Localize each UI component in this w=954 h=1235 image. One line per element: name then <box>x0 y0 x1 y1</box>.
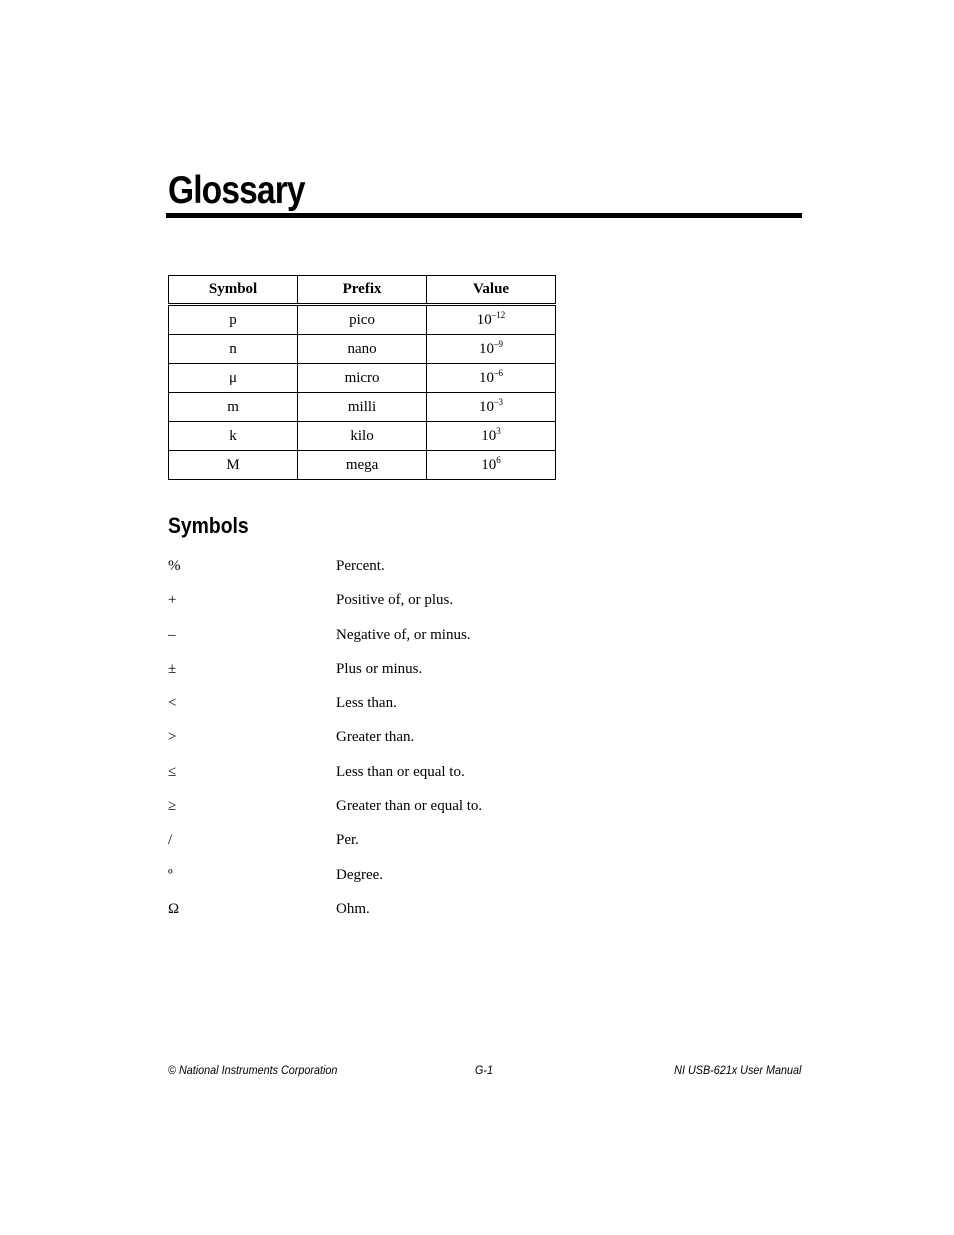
symbol-entry <box>168 659 668 693</box>
table-row <box>169 305 556 335</box>
value-base: 10 <box>476 311 492 328</box>
cell-value <box>427 393 556 422</box>
table-header-row <box>169 276 556 305</box>
cell-symbol: n <box>169 335 298 364</box>
footer-manual-title: NI USB-621x User Manual <box>673 1063 801 1077</box>
symbol-entry <box>168 727 668 761</box>
symbol-term: % <box>168 558 181 574</box>
cell-prefix: micro <box>298 364 427 393</box>
symbol-entry <box>168 899 668 933</box>
symbols-list <box>168 556 668 933</box>
value-exponent: 6 <box>496 454 501 465</box>
cell-value <box>427 422 556 451</box>
cell-prefix: pico <box>298 305 427 335</box>
value-base: 10 <box>481 456 497 473</box>
symbol-definition: Greater than. <box>336 729 415 746</box>
symbol-definition: Per. <box>336 832 359 849</box>
symbol-entry <box>168 762 668 796</box>
column-header-symbol: Symbol <box>169 276 298 305</box>
symbol-term: Ω <box>168 900 180 917</box>
symbol-term: – <box>168 626 176 643</box>
table-row <box>169 422 556 451</box>
symbol-definition: Ohm. <box>336 900 370 917</box>
cell-prefix: mega <box>298 451 427 480</box>
column-header-prefix: Prefix <box>298 276 427 305</box>
symbol-term: > <box>168 729 177 746</box>
prefix-table <box>168 275 556 480</box>
cell-symbol: m <box>169 393 298 422</box>
symbol-term: º <box>168 866 173 883</box>
cell-symbol: μ <box>169 364 298 393</box>
value-exponent: –6 <box>494 367 504 378</box>
symbol-definition: Positive of, or plus. <box>336 592 454 609</box>
symbol-term: < <box>168 695 177 712</box>
symbol-definition: Degree. <box>336 866 384 883</box>
table-row <box>169 451 556 480</box>
value-exponent: –3 <box>494 396 504 407</box>
symbol-entry <box>168 830 668 864</box>
symbol-definition: Plus or minus. <box>336 660 423 677</box>
table-row <box>169 335 556 364</box>
symbol-term: / <box>168 832 173 849</box>
symbol-entry <box>168 625 668 659</box>
cell-symbol: M <box>169 451 298 480</box>
cell-prefix: kilo <box>298 422 427 451</box>
symbol-definition: Less than. <box>336 695 397 712</box>
title-rule <box>166 213 802 218</box>
value-base: 10 <box>479 340 495 357</box>
cell-value <box>427 305 556 335</box>
table-row <box>169 364 556 393</box>
symbol-definition: Greater than or equal to. <box>336 798 483 815</box>
value-base: 10 <box>481 427 497 444</box>
symbol-term: + <box>168 592 177 609</box>
symbol-definition: Percent. <box>336 558 385 574</box>
symbol-term: ± <box>168 660 177 677</box>
symbol-entry <box>168 556 668 590</box>
symbol-term: ≤ <box>168 763 177 780</box>
value-exponent: –9 <box>494 338 504 349</box>
cell-value <box>427 335 556 364</box>
table-row <box>169 393 556 422</box>
footer-page-number: G-1 <box>475 1063 494 1077</box>
footer-copyright: © National Instruments Corporation <box>168 1063 338 1077</box>
cell-prefix: milli <box>298 393 427 422</box>
symbol-entry <box>168 865 668 899</box>
symbol-entry <box>168 796 668 830</box>
cell-value <box>427 364 556 393</box>
value-base: 10 <box>479 398 495 415</box>
symbol-term: ≥ <box>168 798 177 815</box>
page-title: Glossary <box>168 169 305 212</box>
cell-value <box>427 451 556 480</box>
value-base: 10 <box>479 369 495 386</box>
column-header-value: Value <box>427 276 556 305</box>
value-exponent: 3 <box>496 425 501 436</box>
value-exponent: –12 <box>491 309 506 320</box>
symbol-definition: Negative of, or minus. <box>336 626 471 643</box>
symbol-definition: Less than or equal to. <box>336 763 465 780</box>
cell-prefix: nano <box>298 335 427 364</box>
symbol-entry <box>168 590 668 624</box>
symbol-entry <box>168 693 668 727</box>
section-heading-symbols: Symbols <box>168 513 249 538</box>
cell-symbol: p <box>169 305 298 335</box>
cell-symbol: k <box>169 422 298 451</box>
